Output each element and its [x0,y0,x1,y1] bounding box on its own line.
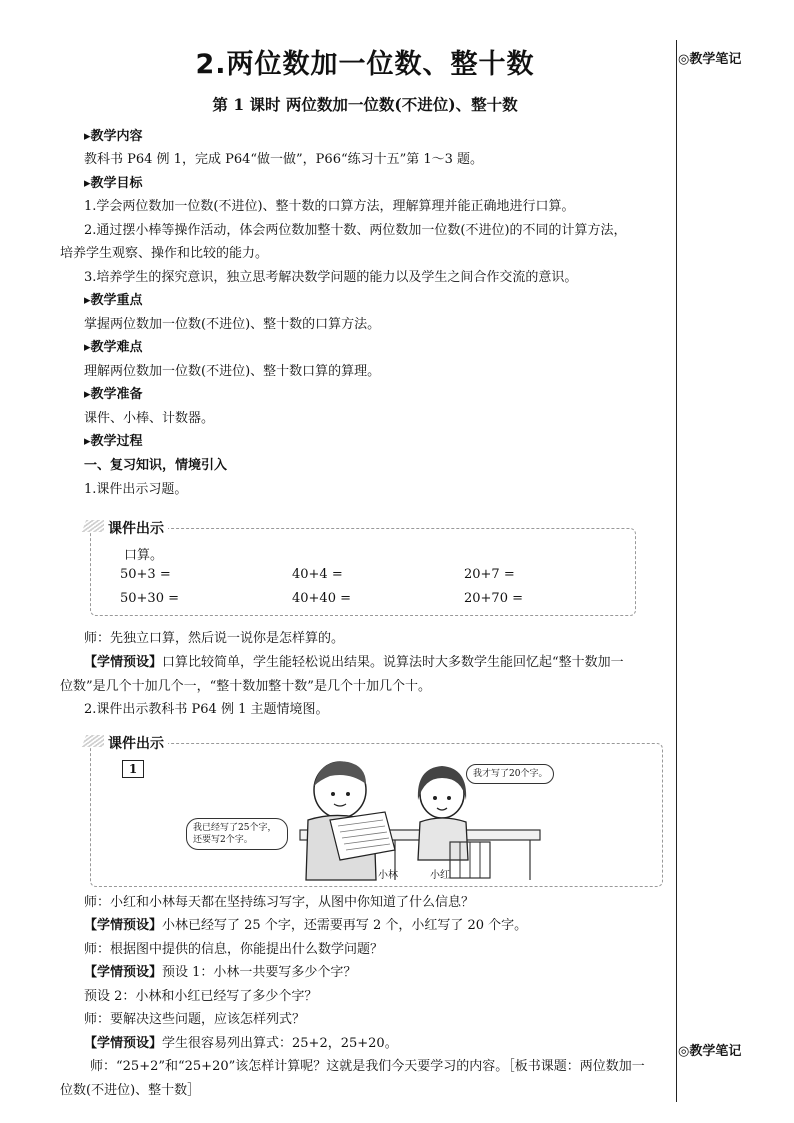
goal-heading: ▸教学目标 [84,176,143,191]
side-note-bottom: ◎教学笔记 [678,1044,742,1059]
para-1: 师：先独立口算，然后说一说你是怎样算的。 [84,631,345,646]
calc-1-3: 20+7 = [464,567,515,582]
calc-1-1: 50+3 = [120,567,171,582]
bubble-left-line1: 我已经写了25个字， [193,823,277,833]
calc-1-2: 40+4 = [292,567,343,582]
courseware-label-2: 课件出示 [104,733,168,753]
para-11a: 师：“25+2”和“25+20”该怎样计算呢？这就是我们今天要学习的内容。［板书课题：两位数加一 [90,1059,645,1074]
courseware-label-1: 课件出示 [104,518,168,538]
step1-heading: 一、复习知识，情境引入 [84,458,228,473]
para-9: 师：要解决这些问题，应该怎样列式？ [84,1012,306,1027]
difficulty-heading: ▸教学难点 [84,340,143,355]
prep-text: 课件、小棒、计数器。 [84,411,215,426]
speech-bubble-xiaohong: 我才写了20个字。 [466,764,554,784]
name-label-xiaolin: 小林 [378,870,398,881]
process-heading: ▸教学过程 [84,434,143,449]
para-2a-text: 口算比较简单，学生能轻松说出结果。说算法时大多数学生能回忆起“整十数加一 [162,655,624,670]
calc-2-1: 50+30 = [120,591,180,606]
para-7-text: 预设 1：小林一共要写多少个字？ [162,965,357,980]
content-heading: ▸教学内容 [84,129,143,144]
para-10 [84,1032,694,1055]
goal-3: 3.培养学生的探究意识，独立思考解决数学问题的能力以及学生之间合作交流的意识。 [84,270,578,285]
analysis-tag: 【学情预设】 [84,965,163,980]
para-8: 预设 2：小林和小红已经写了多少个字？ [84,989,318,1004]
content-text: 教科书 P64 例 1，完成 P64“做一做”，P66“练习十五”第 1～3 题。 [84,152,484,167]
analysis-tag: 【学情预设】 [84,918,163,933]
para-11b: 位数(不进位)、整十数］ [60,1083,201,1098]
para-10-text: 学生很容易列出算式：25+2，25+20。 [162,1036,398,1051]
para-7 [84,961,694,984]
calc-2-3: 20+70 = [464,591,524,606]
name-label-xiaohong: 小红 [430,870,450,881]
oral-calc-instruction: 口算。 [124,548,164,563]
step1-item1: 1.课件出示习题。 [84,482,188,497]
goal-2a: 2.通过摆小棒等操作活动，体会两位数加整十数、两位数加一位数(不进位)的不同的计算方法， [84,223,627,238]
bubble-left-line2: 还要写2个字。 [193,835,253,845]
lesson-subtitle: 第 1 课时 两位数加一位数(不进位)、整十数 [212,95,518,114]
para-4: 师：小红和小林每天都在坚持练习写字，从图中你知道了什么信息？ [84,895,475,910]
speech-bubble-xiaolin [186,818,288,850]
goal-2b: 培养学生观察、操作和比较的能力。 [60,246,269,261]
prep-heading: ▸教学准备 [84,387,143,402]
key-heading: ▸教学重点 [84,293,143,308]
goal-1: 1.学会两位数加一位数(不进位)、整十数的口算方法，理解算理并能正确地进行口算。 [84,199,575,214]
side-note-top: ◎教学笔记 [678,52,742,67]
calc-2-2: 40+40 = [292,591,352,606]
para-2a [84,651,694,674]
para-2b: 位数”是几个十加几个一，“整十数加整十数”是几个十加几个十。 [60,679,431,694]
key-text: 掌握两位数加一位数(不进位)、整十数的口算方法。 [84,317,381,332]
analysis-tag: 【学情预设】 [84,1036,163,1051]
difficulty-text: 理解两位数加一位数(不进位)、整十数口算的算理。 [84,364,381,379]
para-5-text: 小林已经写了 25 个字，还需要再写 2 个，小红写了 20 个字。 [162,918,528,933]
para-3: 2.课件出示教科书 P64 例 1 主题情境图。 [84,702,329,717]
example-number: 1 [122,760,144,778]
para-6: 师：根据图中提供的信息，你能提出什么数学问题？ [84,942,384,957]
analysis-tag: 【学情预设】 [84,655,163,670]
page-title: 2.两位数加一位数、整十数 [195,49,535,80]
para-5 [84,914,694,937]
